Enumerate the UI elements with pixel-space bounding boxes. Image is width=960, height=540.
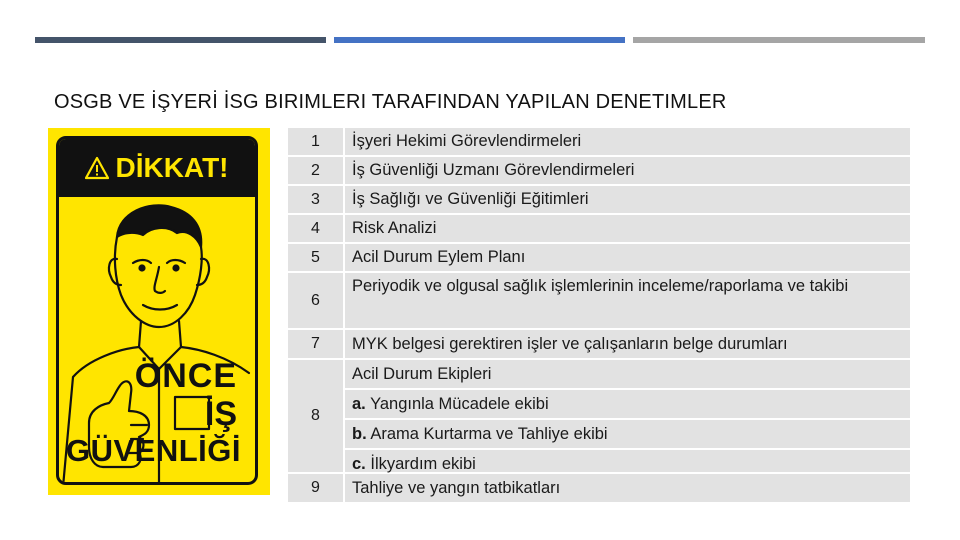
item-text: Arama Kurtarma ve Tahliye ekibi [370,425,608,443]
table-row [288,186,910,215]
table-row [288,360,910,474]
sign-frame [56,136,258,485]
table-row [288,244,910,273]
list-item [345,390,910,420]
row-number: 9 [288,474,345,502]
row-text: Acil Durum Ekipleri [345,360,910,390]
row-number: 8 [288,360,345,472]
item-text: İlkyardım ekibi [370,455,476,473]
row-number: 7 [288,330,345,358]
row-text: MYK belgesi gerektiren işler ve çalışanların belge durumları [352,335,788,353]
sign-line-is: İŞ [204,395,237,433]
sign-header [59,139,255,197]
sign-line-once: ÖNCE [134,357,237,395]
row-number: 1 [288,128,345,155]
row-text: Tahliye ve yangın tatbikatları [352,479,561,497]
row-number: 6 [288,273,345,328]
warning-triangle-icon [85,156,109,180]
row-text: Periyodik ve olgusal sağlık işlemlerinin inceleme/raporlama ve takibi [352,277,849,295]
row-text: İşyeri Hekimi Görevlendirmeleri [352,132,582,150]
accent-bar-gray [633,37,925,43]
accent-bar-blue [334,37,625,43]
slide-title: OSGB VE İŞYERİ İSG BIRIMLERI TARAFINDAN YAPILAN DENETIMLER [54,91,727,113]
table-row [288,128,910,157]
row-number: 2 [288,157,345,184]
item-prefix: b. [352,425,367,443]
row-text: Acil Durum Eylem Planı [352,248,526,266]
safety-sign-image [48,128,270,495]
accent-bar-dark [35,37,326,43]
table-row [288,215,910,244]
row-text-group [345,360,910,472]
audit-table [288,128,910,502]
table-row [288,273,910,330]
item-prefix: c. [352,455,366,473]
row-number: 4 [288,215,345,242]
row-text: İş Güvenliği Uzmanı Görevlendirmeleri [352,161,635,179]
row-number: 3 [288,186,345,213]
item-prefix: a. [352,395,366,413]
row-text: Risk Analizi [352,219,437,237]
row-text: İş Sağlığı ve Güvenliği Eğitimleri [352,190,589,208]
table-row [288,330,910,360]
table-row [288,157,910,186]
row-number: 5 [288,244,345,271]
list-item [345,420,910,450]
item-text: Yangınla Mücadele ekibi [370,395,549,413]
table-row [288,474,910,502]
sign-header-text: DİKKAT! [115,152,229,183]
sign-line-guvenligi: GÜVENLİĞİ [65,433,241,468]
